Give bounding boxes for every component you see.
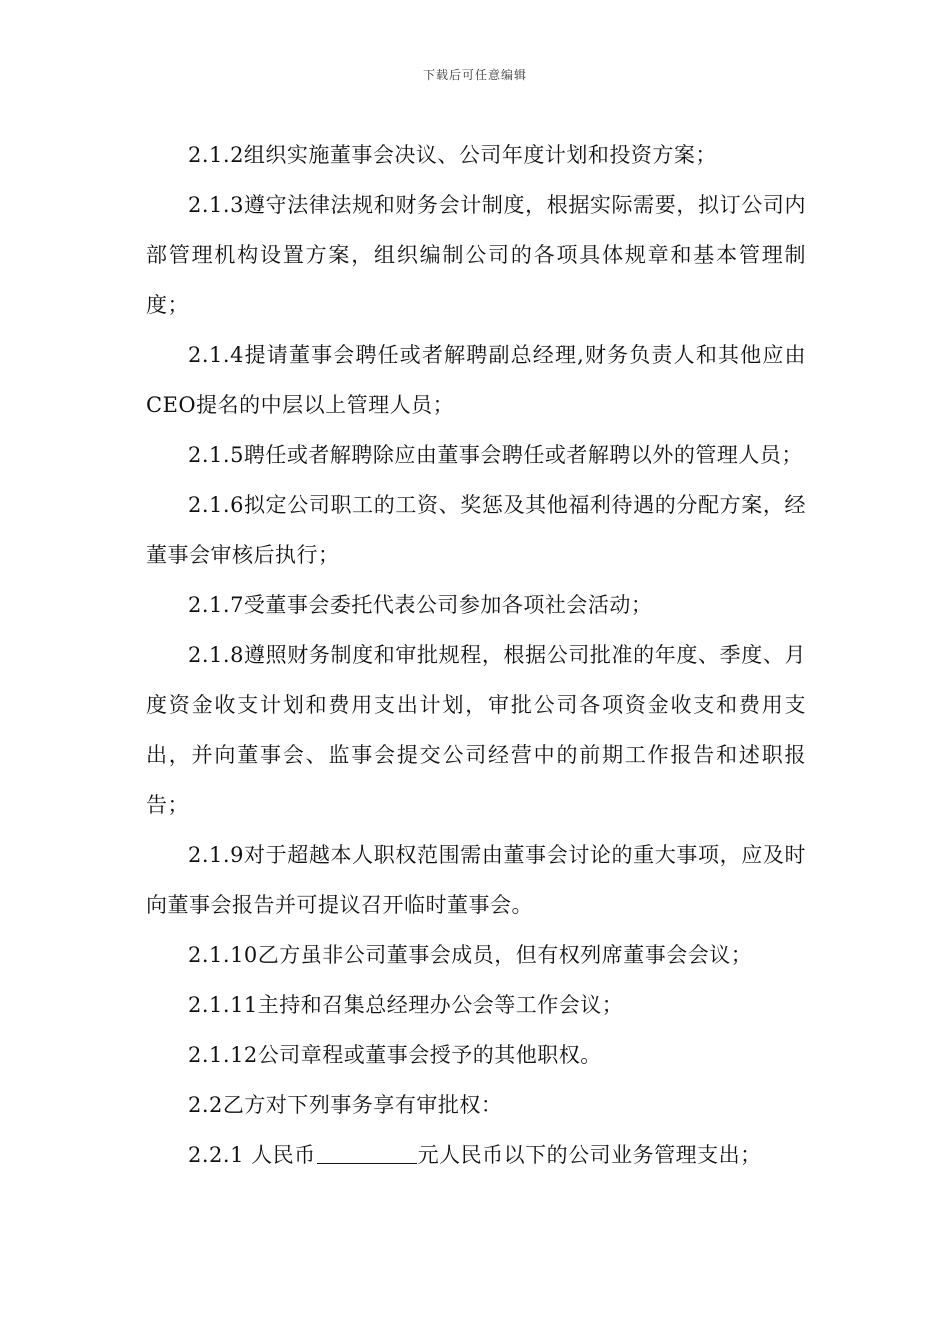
clause-2-1-10: 2.1.10乙方虽非公司董事会成员，但有权列席董事会会议； xyxy=(188,943,753,967)
clause-2-1-6: 2.1.6拟定公司职工的工资、奖惩及其他福利待遇的分配方案，经董事会审核后执行； xyxy=(146,493,806,567)
page-header: 下载后可任意编辑 xyxy=(422,68,527,82)
clause-2-2-1-suffix: 元人民币以下的公司业务管理支出； xyxy=(417,1143,762,1167)
clause-2-1-3: 2.1.3遵守法律法规和财务会计制度，根据实际需要，拟订公司内部管理机构设置方案，组织编制公司的各项具体规章和基本管理制度； xyxy=(146,193,806,317)
clause-2-1-7: 2.1.7受董事会委托代表公司参加各项社会活动； xyxy=(188,593,653,617)
clause-2-2-1 xyxy=(146,1130,806,1180)
clause-2-1-4: 2.1.4提请董事会聘任或者解聘副总经理,财务负责人和其他应由CEO提名的中层以上管理人员； xyxy=(146,343,806,417)
clause-2-1-8: 2.1.8遵照财务制度和审批规程，根据公司批准的年度、季度、月度资金收支计划和费用支出计划，审批公司各项资金收支和费用支出，并向董事会、监事会提交公司经营中的前期工作报告和述职报告； xyxy=(146,643,806,817)
clause-2-2-1-prefix: 2.2.1 人民币 xyxy=(188,1143,316,1167)
clause-2-1-5: 2.1.5聘任或者解聘除应由董事会聘任或者解聘以外的管理人员； xyxy=(188,443,803,467)
clause-2-1-9: 2.1.9对于超越本人职权范围需由董事会讨论的重大事项，应及时向董事会报告并可提议召开临时董事会。 xyxy=(146,843,806,917)
amount-blank-field[interactable] xyxy=(317,1141,417,1164)
clause-2-2: 2.2乙方对下列事务享有审批权： xyxy=(188,1093,503,1117)
clause-2-1-11: 2.1.11主持和召集总经理办公会等工作会议； xyxy=(188,993,624,1017)
clause-2-1-2: 2.1.2组织实施董事会决议、公司年度计划和投资方案； xyxy=(188,143,717,167)
document-body xyxy=(146,130,806,1180)
clause-2-1-12: 2.1.12公司章程或董事会授予的其他职权。 xyxy=(188,1043,602,1067)
